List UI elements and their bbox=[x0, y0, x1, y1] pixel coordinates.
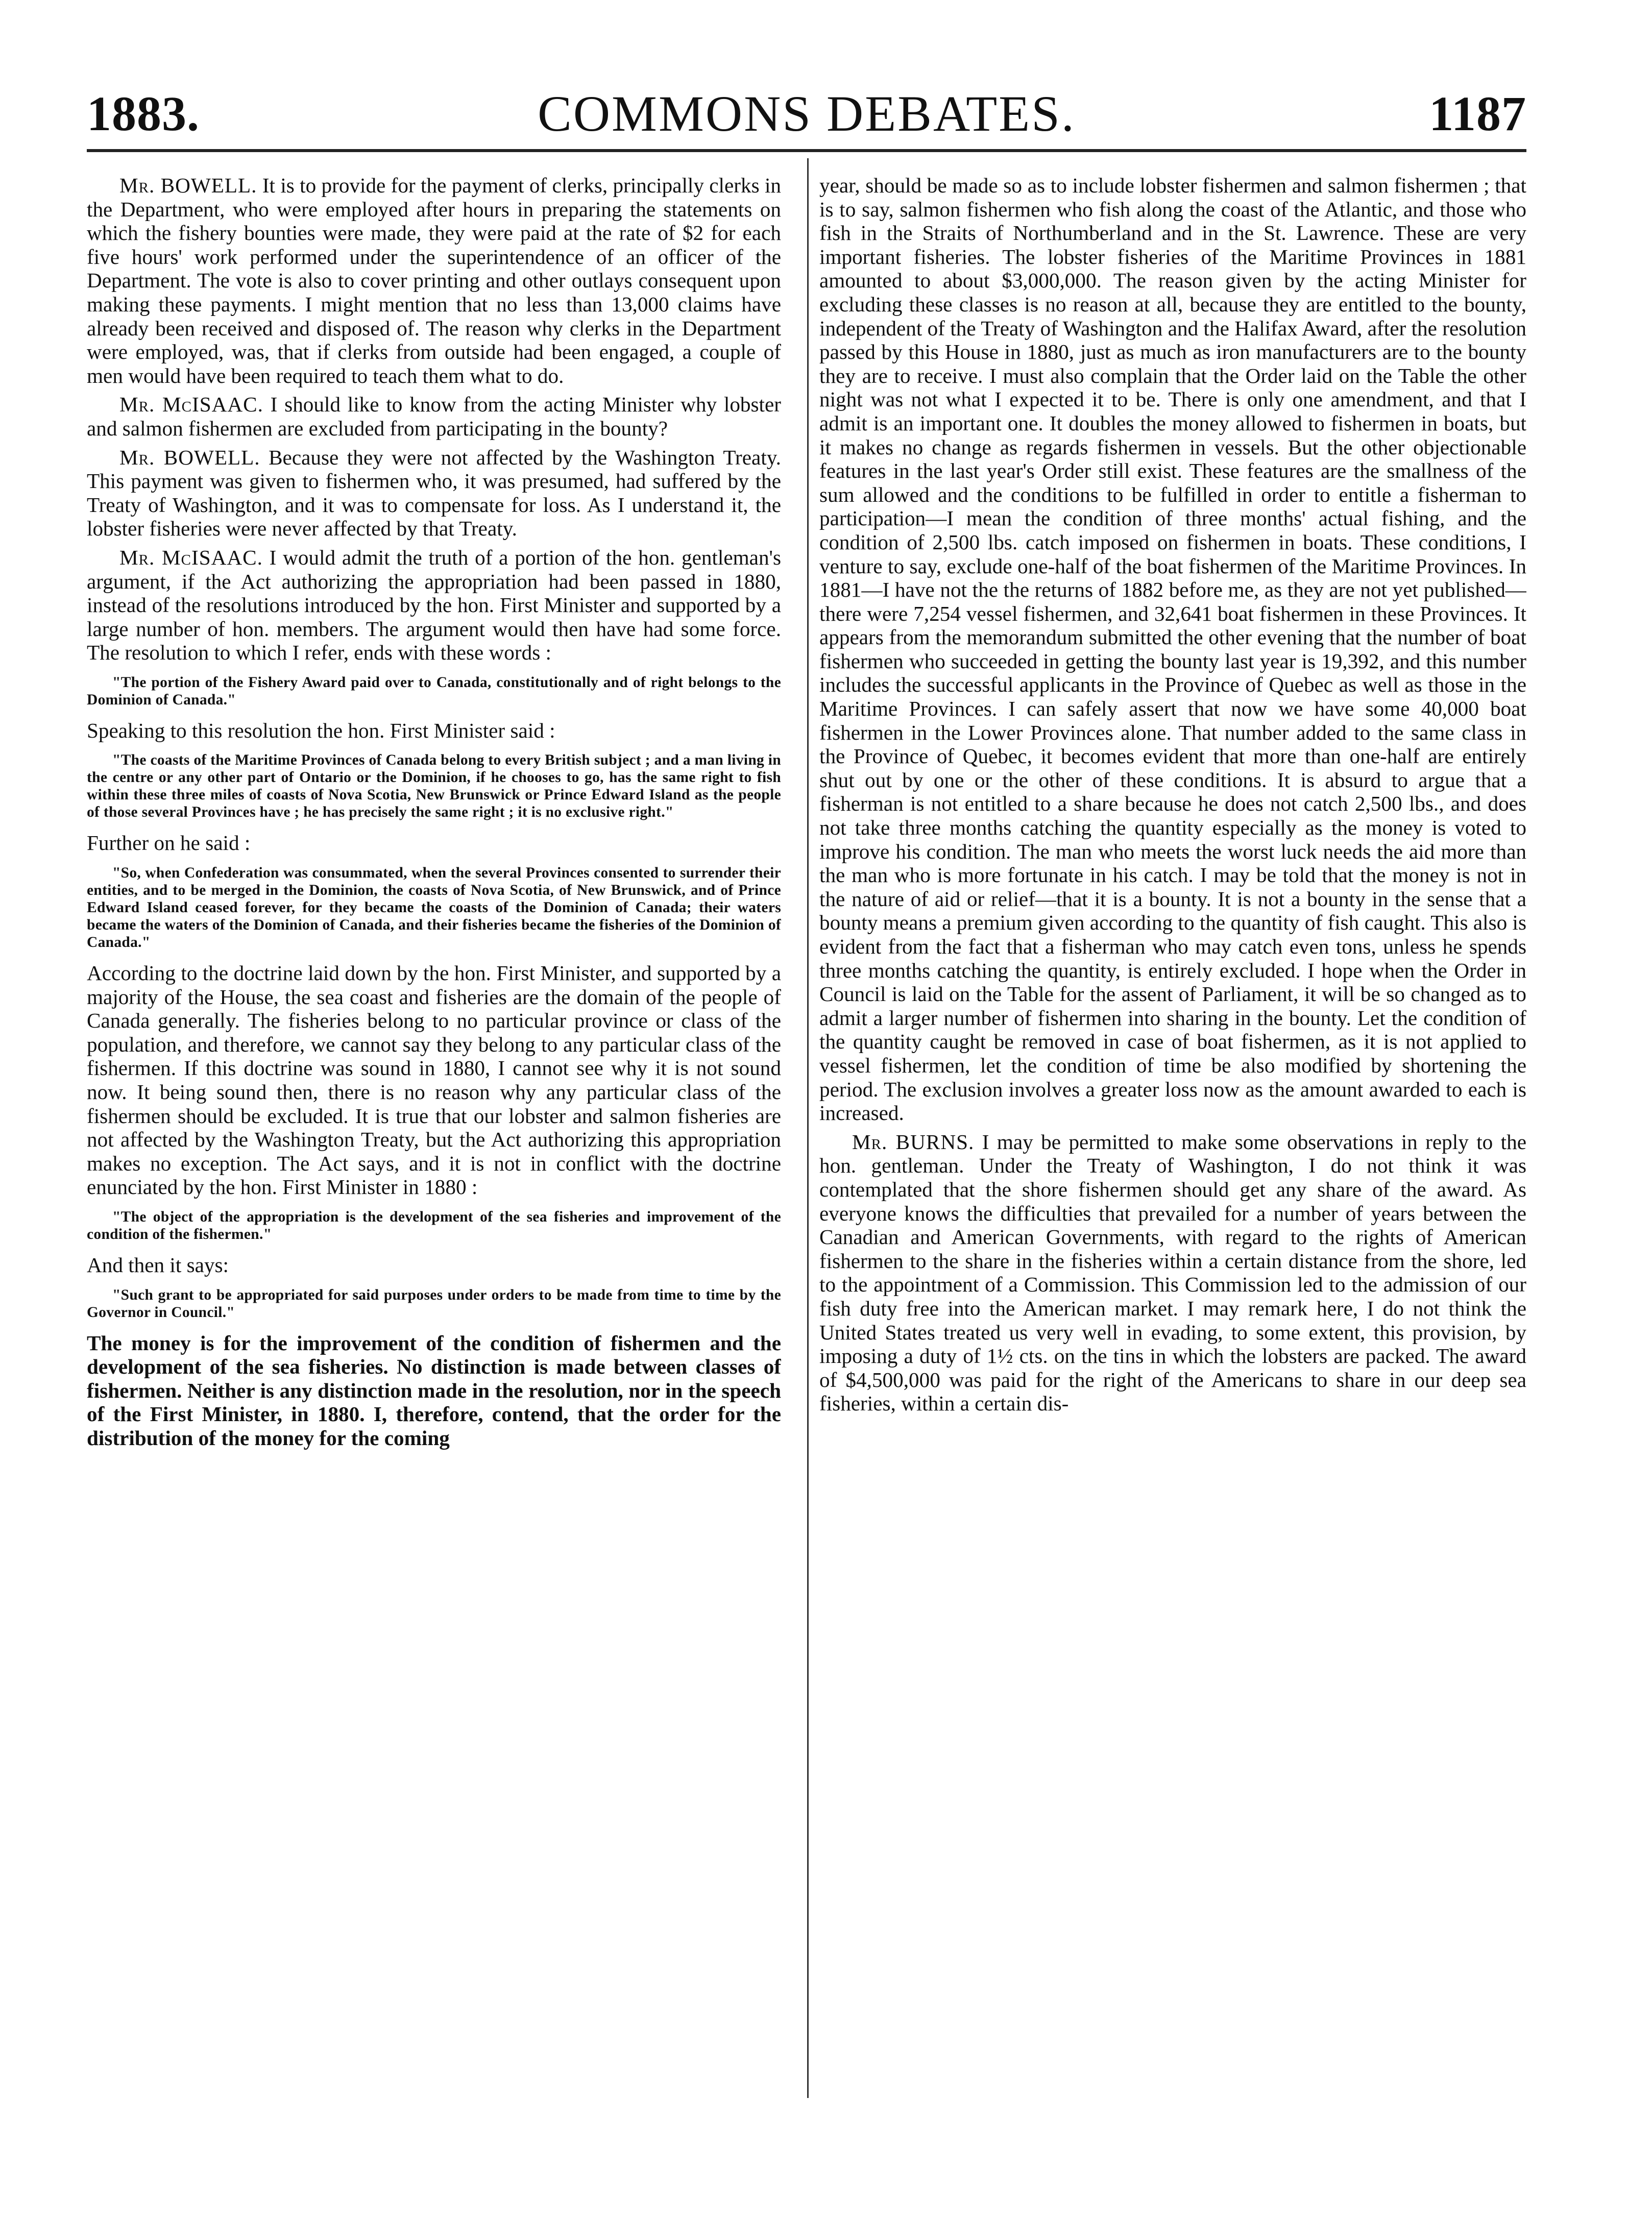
block-quote: "Such grant to be appropriated for said purposes under orders to be made from time to time by the Governor in Council." bbox=[87, 1286, 781, 1321]
paragraph: According to the doctrine laid down by the hon. First Minister, and supported by a majority of the House, the sea coast and fisheries are the domain of the people of Canada generally. The fisheries belong to no particular province or class of the population, and therefore, we cannot say they belong to any particular class of the fishermen. If this doctrine was sound in 1880, I cannot see why it is not sound now. It being sound then, there is no reason why any particular class of the fishermen should be excluded. It is true that our lobster and salmon fisheries are not affected by the Washington Treaty, but the Act authorizing this appropriation makes no exception. The Act says, and it is not in conflict with the doctrine enunciated by the hon. First Minister in 1880 : bbox=[87, 961, 781, 1199]
block-quote: "So, when Confederation was consummated, when the several Provinces consented to surrender their entities, and to be merged in the Dominion, the coasts of Nova Scotia, of New Brunswick, and of Prince Edward Island ceased forever, for they became the coasts of the Dominion of Canada; their waters became the waters of the Dominion of Canada, and their fisheries became the fisheries of the Dominion of Canada." bbox=[87, 865, 781, 951]
column-divider bbox=[807, 158, 809, 2098]
paragraph: Speaking to this resolution the hon. First Minister said : bbox=[87, 718, 555, 742]
speaker-name: Mr. BOWELL. bbox=[119, 445, 260, 469]
paragraph: The money is for the improvement of the condition of fishermen and the development of the sea fisheries. No distinction is made between classes of fishermen. Neither is any distinction made in the resolution, nor in the speech of the First Minister, in 1880. I, therefore, contend, that the order for the distribution of the money for the coming bbox=[87, 1331, 781, 1450]
paragraph-text: I should like to know from the acting Minister why lobster and salmon fishermen are excluded from participating in the bounty? bbox=[87, 393, 781, 440]
paragraph-text: I would admit the truth of a portion of the hon. gentleman's argument, if the Act authorizing the appropriation had been passed in 1880, instead of the resolutions introduced by the hon. First Minister and supported by a large number of hon. members. The argument would then have had some force. The resolution to which I refer, ends with these words : bbox=[87, 545, 781, 665]
paragraph-text: It is to provide for the payment of clerks, principally clerks in the Department, who were employed after hours in preparing the statements on which the fishery bounties were made, they were paid at the rate of $2 for each five hours' work performed under the superintendence of an officer of the Department. The vote is also to cover printing and other outlays consequent upon making these payments. I might mention that no less than 13,000 claims have already been received and disposed of. The reason why clerks in the Department were employed, was, that if clerks from outside had been engaged, a couple of men would have been required to teach them what to do. bbox=[87, 174, 781, 387]
header-year: 1883. bbox=[87, 86, 200, 141]
header-page-number: 1187 bbox=[1429, 86, 1526, 141]
paragraph-text: I may be permitted to make some observations in reply to the hon. gentleman. Under the Treaty of Washington, I do not think it was contemplated that the shore fishermen should get any share of the award. As everyone knows the difficulties that prevailed for a number of years between the Canadian and American Governments, with regard to the rights of American fishermen to the share in the fisheries within a certain distance from the shore, led to the appointment of a Commission. This Commission led to the admission of our fish duty free into the American market. I may remark here, I do not think the United States treated us very well in evading, to some extent, this provision, by imposing a duty of 1½ cts. on the tins in which the lobsters are packed. The award of $4,500,000 was paid for the right of the Americans to share in our deep sea fisheries, within a certain dis- bbox=[819, 1130, 1526, 1416]
paragraph bbox=[87, 393, 781, 440]
block-quote: "The coasts of the Maritime Provinces of Canada belong to every British subject ; and a man living in the centre or any other part of Ontario or the Dominion, if he chooses to go, has the same right to fish within these three miles of coasts of Nova Scotia, New Brunswick or Prince Edward Island as the people of those several Provinces have ; he has precisely the same right ; it is no exclusive right." bbox=[87, 752, 781, 821]
paragraph bbox=[87, 446, 781, 541]
paragraph: And then it says: bbox=[87, 1253, 229, 1277]
speaker-name: Mr. McISAAC. bbox=[119, 393, 263, 417]
paragraph: Further on he said : bbox=[87, 831, 251, 855]
speaker-name: Mr. McISAAC. bbox=[119, 545, 263, 569]
paragraph bbox=[87, 174, 781, 387]
speaker-name: Mr. BOWELL. bbox=[119, 174, 257, 197]
left-column bbox=[87, 174, 781, 2195]
block-quote: "The portion of the Fishery Award paid over to Canada, constitutionally and of right belongs to the Dominion of Canada." bbox=[87, 674, 781, 708]
block-quote: "The object of the appropriation is the development of the sea fisheries and improvement of the condition of the fishermen." bbox=[87, 1209, 781, 1242]
paragraph bbox=[819, 1130, 1526, 1416]
right-column bbox=[819, 174, 1526, 2195]
header-rule bbox=[87, 149, 1526, 152]
paragraph: year, should be made so as to include lobster fishermen and salmon fishermen ; that is to say, salmon fishermen who fish along the coast of the Atlantic, and those who fish in the Straits of Northumberland and in the St. Lawrence. These are very important fisheries. The lobster fisheries of the Maritime Provinces in 1881 amounted to about $3,000,000. The reason given by the acting Minister for excluding these classes is no reason at all, because they are entitled to the bounty, independent of the Treaty of Washington and the Halifax Award, after the resolution passed by this House in 1880, just as much as iron manufacturers are to the bounty they are to receive. I must also complain that the Order laid on the Table the other night was not what I expected it to be. There is only one amendment, and that I admit is an important one. It doubles the money allowed to fishermen in boats, but it makes no change as regards fishermen in vessels. But the other objectionable features in the last year's Order still exist. These features are the smallness of the sum allowed and the conditions to be fulfilled in order to entitle a fisherman to participation—I mean the condition of three months' actual fishing, and the condition of 2,500 lbs. catch imposed on fishermen in boats. These conditions, I venture to say, exclude one-half of the boat fishermen of the Maritime Provinces. In 1881—I have not the the returns of 1882 before me, as they are not yet published—there were 7,254 vessel fishermen, and 32,641 boat fishermen in these Provinces. It appears from the memorandum submitted the other evening that the number of boat fishermen who succeeded in getting the bounty last year is 19,392, and this number includes the successful applicants in the Province of Quebec as well as those in the Maritime Provinces. I can safely assert that now we have some 40,000 boat fishermen in the Lower Provinces alone. That number added to the same class in the Province of Quebec, it becomes evident that more than one-half are entirely shut out by one or the other of these conditions. It is absurd to argue that a fisherman is not entitled to a share because he does not catch 2,500 lbs., and does not take three months catching the quantity especially as the money is voted to improve his condition. The man who meets the worst luck needs the aid more than the man who is more fortunate in his catch. I may be told that the money is not in the nature of aid or relief—that it is a bounty. It is not a bounty in the sense that a bounty means a premium given according to the quantity of fish caught. This also is evident from the fact that a fisherman who may catch even tons, unless he spends three months catching the quantity, is entirely excluded. I hope when the Order in Council is laid on the Table for the assent of Parliament, it will be so changed as to admit a larger number of fishermen into sharing in the bounty. Let the condition of the quantity caught be removed in case of boat fishermen, as it is not applied to vessel fishermen, let the condition of time be also modified by shortening the period. The exclusion involves a greater loss now as the amount awarded to each is increased. bbox=[819, 174, 1526, 1125]
page-header bbox=[87, 77, 1526, 153]
speaker-name: Mr. BURNS. bbox=[852, 1130, 975, 1154]
paragraph bbox=[87, 546, 781, 665]
header-title: COMMONS DEBATES. bbox=[538, 85, 1076, 142]
paragraph-text: Because they were not affected by the Washington Treaty. This payment was given to fishermen who, it was presumed, had suffered by the Treaty of Washington, and it was to compensate for loss. As I understand it, the lobster fisheries were never affected by that Treaty. bbox=[87, 445, 781, 541]
